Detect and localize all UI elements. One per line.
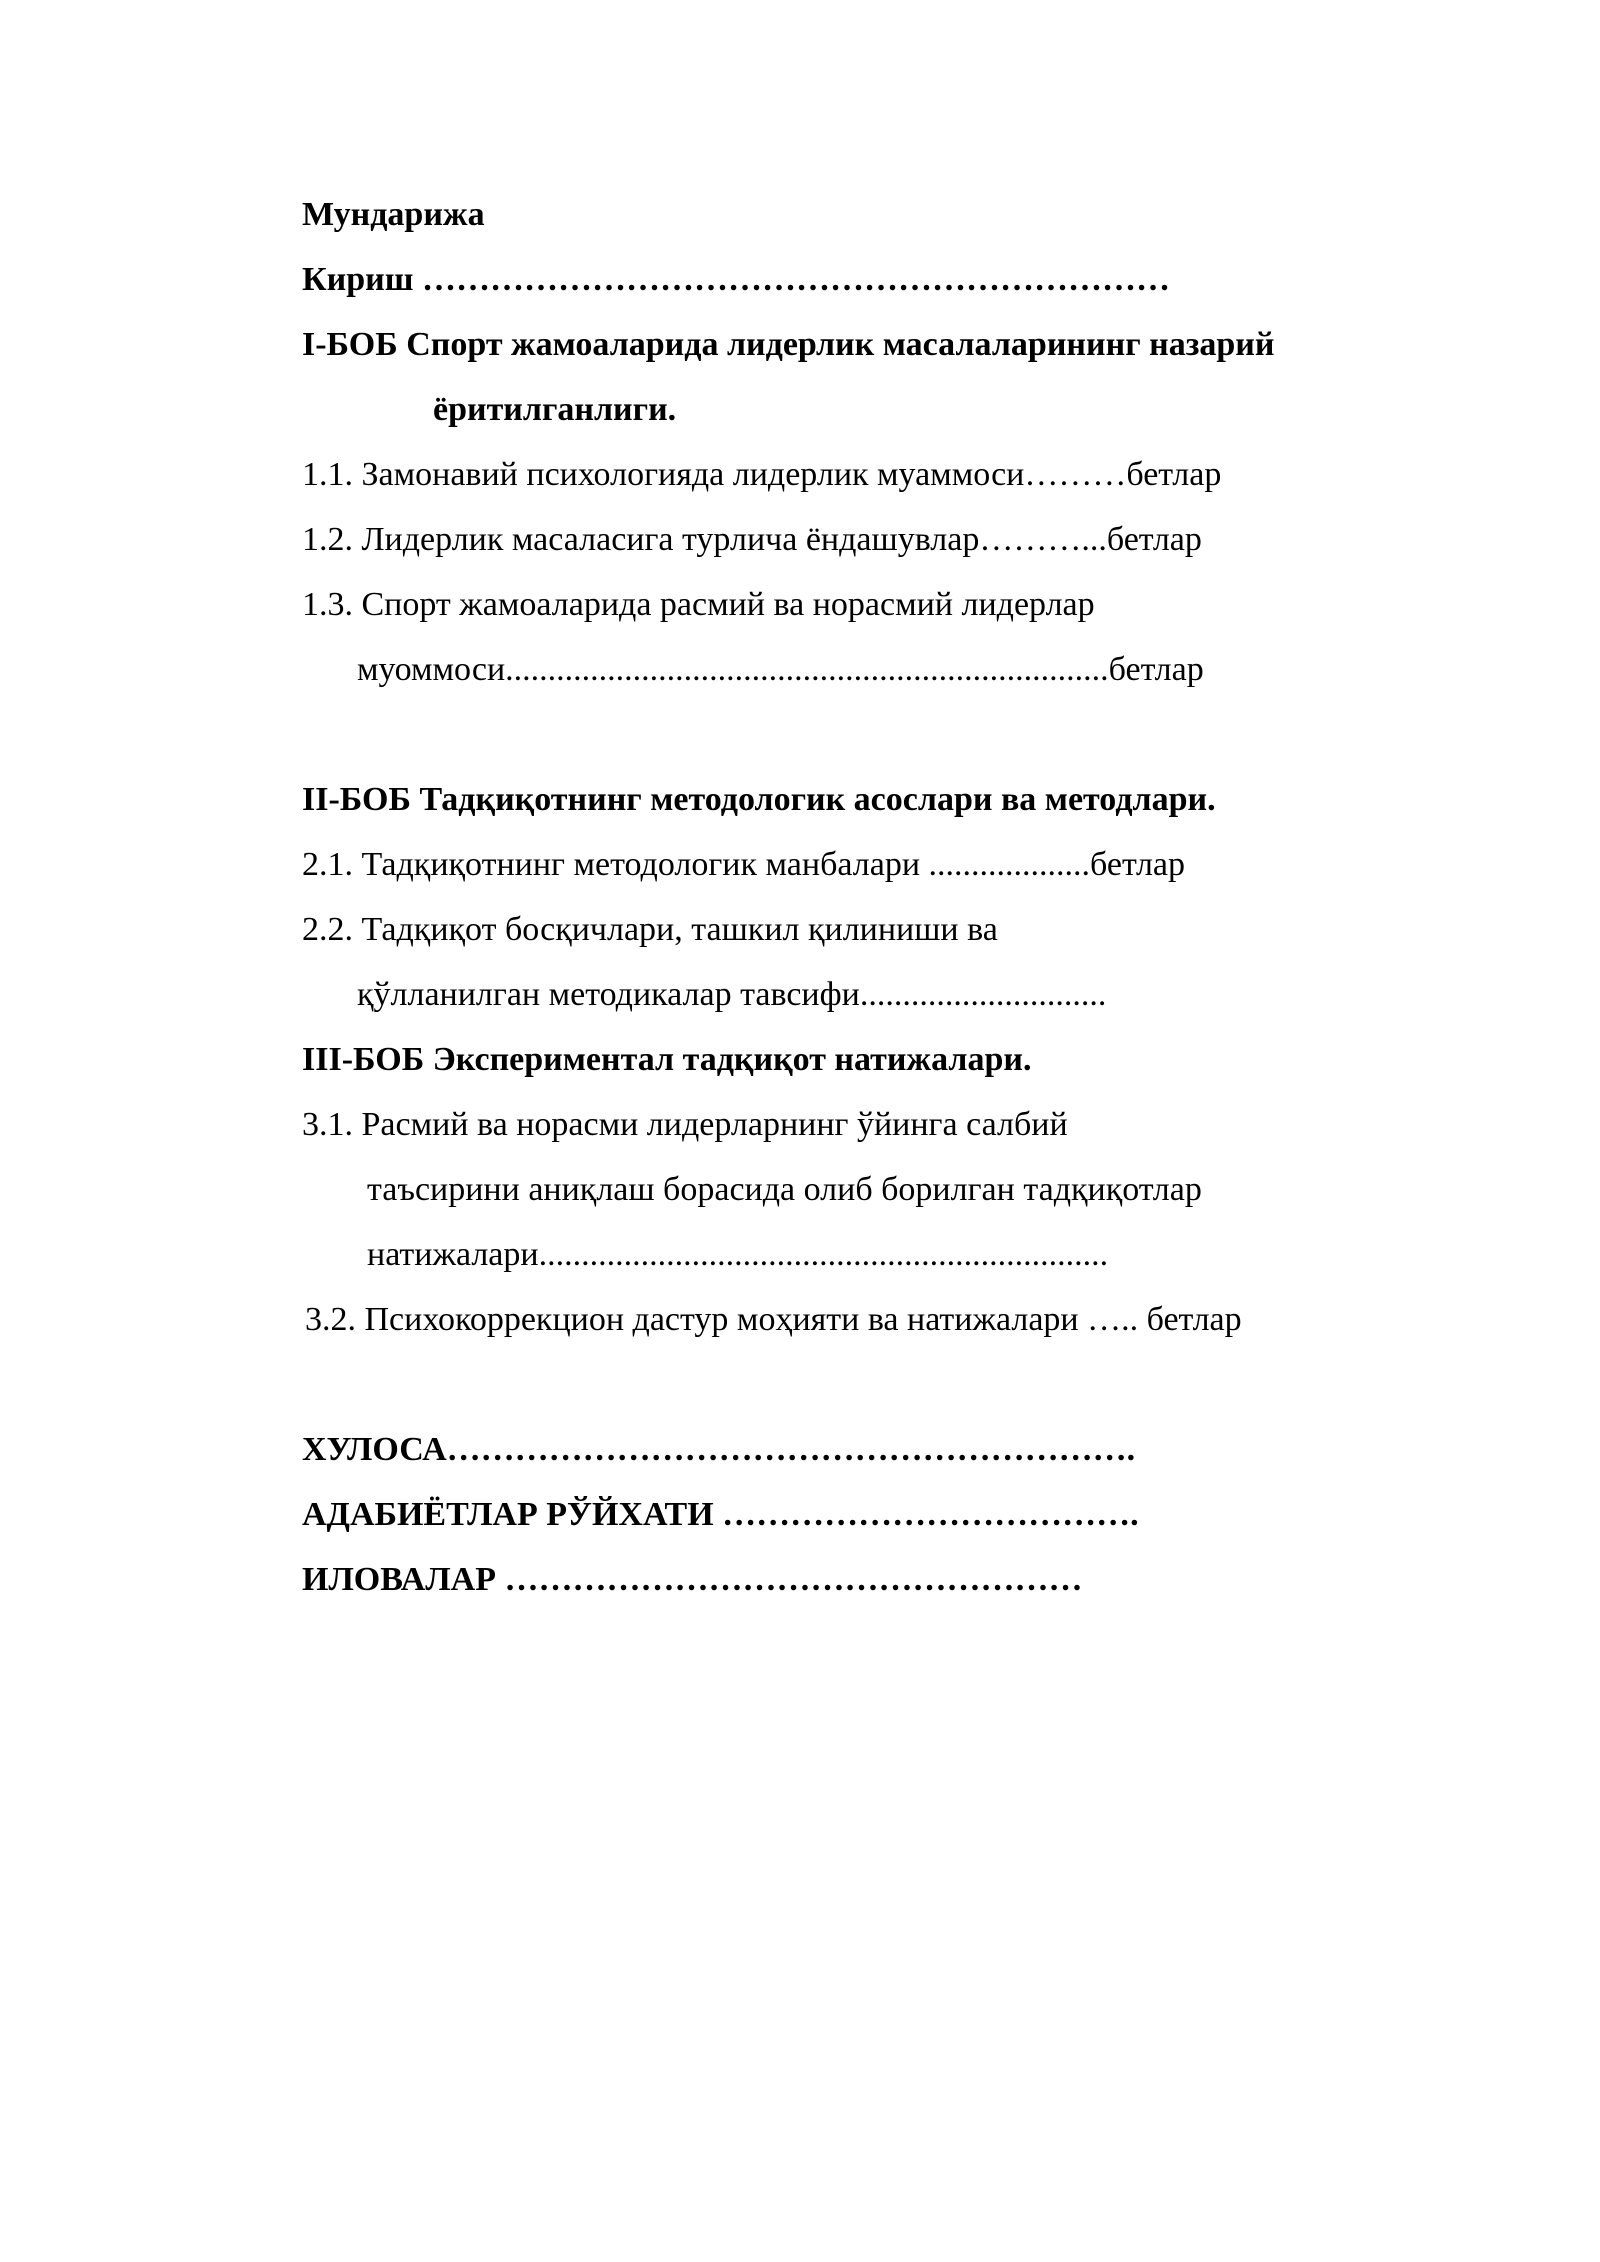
section-1-3-continuation: муоммоси.......................................................................бетлар — [357, 651, 1204, 688]
toc-appendices: ИЛОВАЛАР …………………………………………… — [302, 1561, 1083, 1598]
section-2-2: 2.2. Тадқиқот босқичлари, ташкил қилиниши ва — [302, 911, 998, 948]
section-1-1: 1.1. Замонавий психологияда лидерлик муаммоси………бетлар — [302, 456, 1222, 493]
section-3-1-continuation-2: натижалари................................................................... — [367, 1236, 1109, 1273]
section-3-2: 3.2. Психокоррекцион дастур моҳияти ва натижалари ….. бетлар — [305, 1301, 1242, 1338]
section-1-2: 1.2. Лидерлик масаласига турлича ёндашувлар………...бетлар — [302, 521, 1202, 558]
toc-intro: Кириш ………………………………………………………… — [302, 261, 1170, 298]
chapter-3-heading: III-БОБ Экспериментал тадқиқот натижалари. — [302, 1041, 1032, 1078]
chapter-1-heading: I-БОБ Спорт жамоаларида лидерлик масалаларининг назарий — [302, 326, 1275, 363]
section-1-3: 1.3. Спорт жамоаларида расмий ва норасмий лидерлар — [302, 586, 1095, 623]
section-3-1-continuation: таъсирини аниқлаш борасида олиб борилган тадқиқотлар — [367, 1171, 1202, 1208]
section-2-2-continuation: қўлланилган методикалар тавсифи............................. — [357, 976, 1107, 1013]
chapter-1-heading-continuation: ёритилганлиги. — [433, 391, 677, 428]
toc-title: Мундарижа — [302, 196, 485, 233]
toc-references: АДАБИЁТЛАР РЎЙХАТИ ………………………………. — [302, 1496, 1139, 1533]
section-3-1: 3.1. Расмий ва норасми лидерларнинг ўйинга салбий — [302, 1106, 1068, 1143]
toc-conclusion: ХУЛОСА……………………………………………………. — [302, 1431, 1136, 1468]
section-2-1: 2.1. Тадқиқотнинг методологик манбалари ...................бетлар — [302, 846, 1186, 883]
chapter-2-heading: II-БОБ Тадқиқотнинг методологик асослари ва методлари. — [302, 781, 1216, 818]
